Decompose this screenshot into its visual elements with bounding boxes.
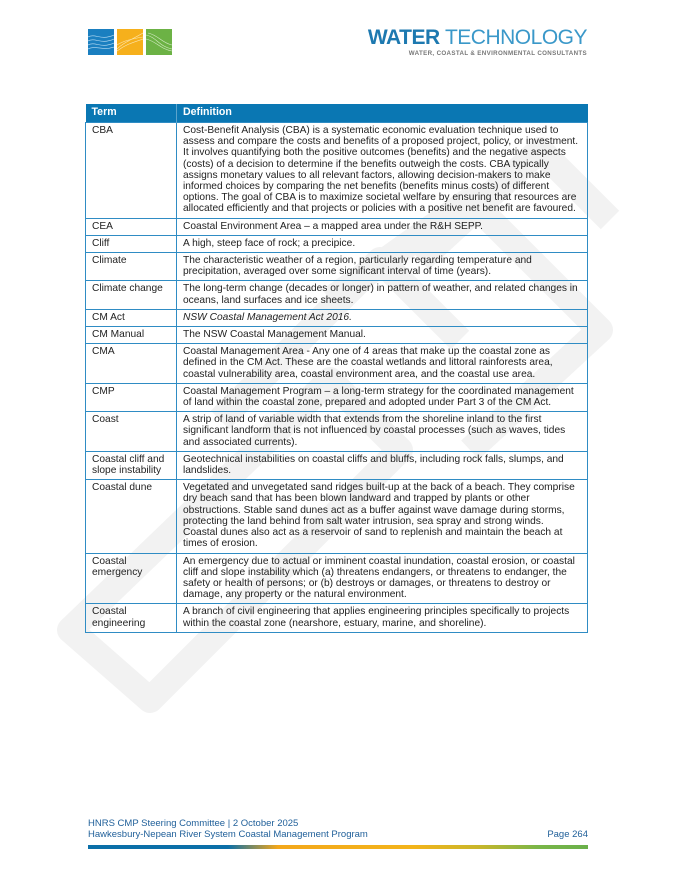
water-tile-icon [88,29,114,55]
definition-cell: Geotechnical instabilities on coastal cliffs and bluffs, including rock falls, slumps, and landslides. [177,451,588,479]
company-logo [88,29,172,55]
definition-cell: A high, steep face of rock; a precipice. [177,235,588,252]
term-cell: Coast [86,412,177,452]
term-cell: CEA [86,218,177,235]
term-cell: Cliff [86,235,177,252]
brand-title: WATER TECHNOLOGY [367,26,587,49]
term-cell: Coastal engineering [86,604,177,632]
table-row [86,123,588,219]
definition-cell: Coastal Environment Area – a mapped area under the R&H SEPP. [177,218,588,235]
table-row [86,383,588,411]
term-cell: CBA [86,123,177,219]
table-row [86,309,588,326]
table-row [86,451,588,479]
table-row [86,553,588,604]
term-cell: Climate [86,253,177,281]
footer-meeting-line: HNRS CMP Steering Committee | 2 October 2025 [88,818,299,829]
definition-cell: Vegetated and unvegetated sand ridges built-up at the back of a beach. They comprise dry beach sand that has been blown landward and trapped by plants or other obstructions. Stable sand dunes act as a buffer against wave damage during storms, protecting the land behind from salt water intrusion, sea spray and strong winds. Coastal dunes also act as a reservoir of sand to replenish and maintain the beach at times of erosion. [177,480,588,553]
brand-tagline: WATER, COASTAL & ENVIRONMENTAL CONSULTANTS [408,50,587,57]
definition-cell: A strip of land of variable width that extends from the shoreline inland to the first significant landform that is not influenced by coastal processes (such as waves, tides and associated currents). [177,412,588,452]
table-row [86,253,588,281]
definition-cell: The characteristic weather of a region, particularly regarding temperature and precipitation, averaged over some significant interval of time (years). [177,253,588,281]
page-number: Page 264 [547,829,588,840]
definition-cell: The NSW Coastal Management Manual. [177,327,588,344]
table-row [86,235,588,252]
term-cell: Coastal dune [86,480,177,553]
term-cell: CM Act [86,309,177,326]
term-cell: CMA [86,344,177,384]
definition-cell: NSW Coastal Management Act 2016. [177,309,588,326]
table-row [86,480,588,553]
table-row [86,344,588,384]
table-row [86,327,588,344]
column-header-definition: Definition [177,104,588,123]
definition-cell: An emergency due to actual or imminent coastal inundation, coastal erosion, or coastal cliff and slope instability which (a) threatens endangers, or threatens to endanger, the safety or health of persons; or (b) destroys or damages, or threatens to destroy or damage, any property or the natural environment. [177,553,588,604]
term-cell: Climate change [86,281,177,309]
footer-document-title: Hawkesbury-Nepean River System Coastal Management Program [88,829,368,840]
table-row [86,218,588,235]
environment-tile-icon [146,29,172,55]
term-cell: CMP [86,383,177,411]
coastal-tile-icon [117,29,143,55]
glossary-table [85,104,588,633]
definition-cell: A branch of civil engineering that applies engineering principles specifically to projects within the coastal zone (nearshore, estuary, marine, and shoreline). [177,604,588,632]
table-header-row [86,104,588,123]
definition-cell: Coastal Management Program – a long-term strategy for the coordinated management of land within the coastal zone, prepared and adopted under Part 3 of the CM Act. [177,383,588,411]
brand-wordmark [368,27,587,57]
table-row [86,281,588,309]
definition-cell: Cost-Benefit Analysis (CBA) is a systematic economic evaluation technique used to assess and compare the costs and benefits of a proposed project, policy, or investment. It involves quantifying both the positive outcomes (benefits) and the negative aspects (costs) of a decision to determine if the benefits outweigh the costs. CBA typically assigns monetary values to all relevant factors, allowing decision-makers to make informed choices by comparing the net benefits (benefits minus costs) of different options. The goal of CBA is to maximize societal welfare by ensuring that resources are allocated efficiently and that projects or policies with a positive net benefit are favoured. [177,123,588,219]
table-row [86,604,588,632]
column-header-term: Term [86,104,177,123]
term-cell: Coastal cliff and slope instability [86,451,177,479]
term-cell: Coastal emergency [86,553,177,604]
footer-gradient-bar [88,845,588,849]
term-cell: CM Manual [86,327,177,344]
definition-cell: Coastal Management Area - Any one of 4 areas that make up the coastal zone as defined in the CM Act. These are the coastal wetlands and littoral rainforests area, coastal vulnerability area, coastal environment area, and the coastal use area. [177,344,588,384]
page-footer [88,818,588,840]
table-row [86,412,588,452]
definition-cell: The long-term change (decades or longer) in pattern of weather, and related changes in oceans, land surfaces and ice sheets. [177,281,588,309]
